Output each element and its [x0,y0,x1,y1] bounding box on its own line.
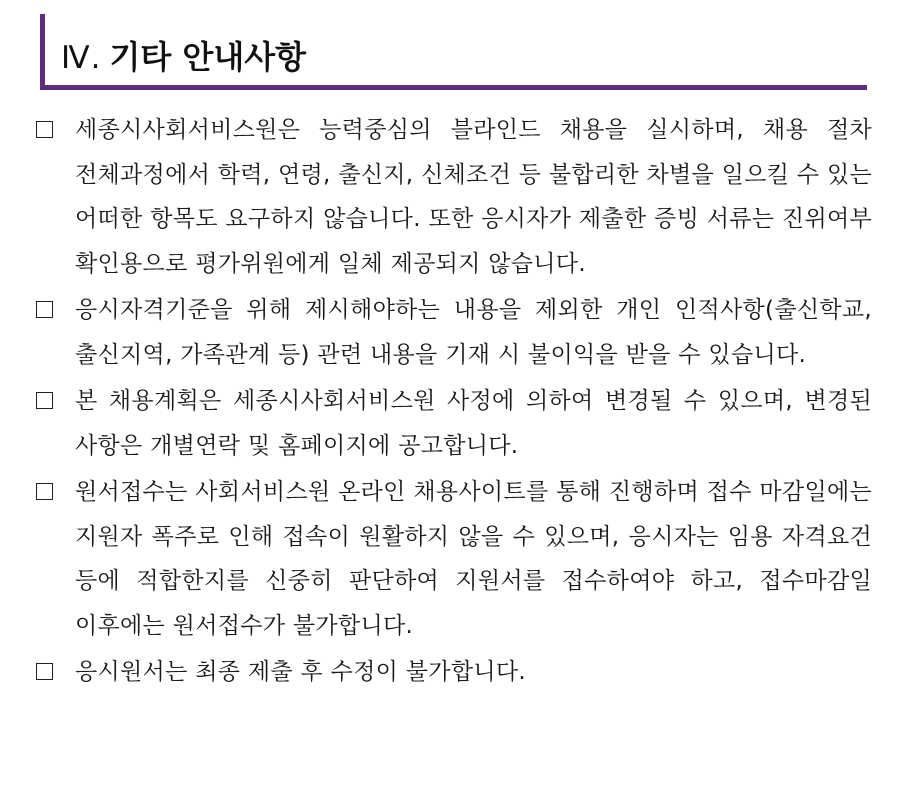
checkbox-bullet-icon [36,301,53,318]
notice-text: 세종시사회서비스원은 능력중심의 블라인드 채용을 실시하며, 채용 절차 전체과정에서 학력, 연령, 출신지, 신체조건 등 불합리한 차별을 일으킬 수 있는 어떠한 항목도 요구하지 않습니다. 또한 응시자가 제출한 증빙 서류는 진위여부 확인용으로 평가위원에게 일체 제공되지 않습니다. [75,117,873,277]
notice-list [36,108,872,697]
section-heading [61,32,306,78]
section-title: 기타 안내사항 [109,38,307,76]
notice-text: 응시원서는 최종 제출 후 수정이 불가합니다. [75,659,526,685]
section-number: Ⅳ. [61,40,102,76]
notice-item [36,470,872,648]
checkbox-bullet-icon [36,663,53,680]
notice-item [36,379,872,468]
checkbox-bullet-icon [36,392,53,409]
section-header [40,14,867,90]
notice-item [36,650,872,695]
notice-text: 원서접수는 사회서비스원 온라인 채용사이트를 통해 진행하며 접수 마감일에는 지원자 폭주로 인해 접속이 원활하지 않을 수 있으며, 응시자는 임용 자격요건 등에 적합한지를 신중히 판단하여 지원서를 접수하여야 하고, 접수마감일 이후에는 원서접수가 불가합니다. [75,479,872,639]
notice-item [36,108,872,286]
notice-text: 본 채용계획은 세종시사회서비스원 사정에 의하여 변경될 수 있으며, 변경된 사항은 개별연락 및 홈페이지에 공고합니다. [75,388,872,459]
notice-text: 응시자격기준을 위해 제시해야하는 내용을 제외한 개인 인적사항(출신학교, 출신지역, 가족관계 등) 관련 내용을 기재 시 불이익을 받을 수 있습니다. [75,297,872,368]
checkbox-bullet-icon [36,483,53,500]
checkbox-bullet-icon [36,121,53,138]
notice-item [36,288,872,377]
